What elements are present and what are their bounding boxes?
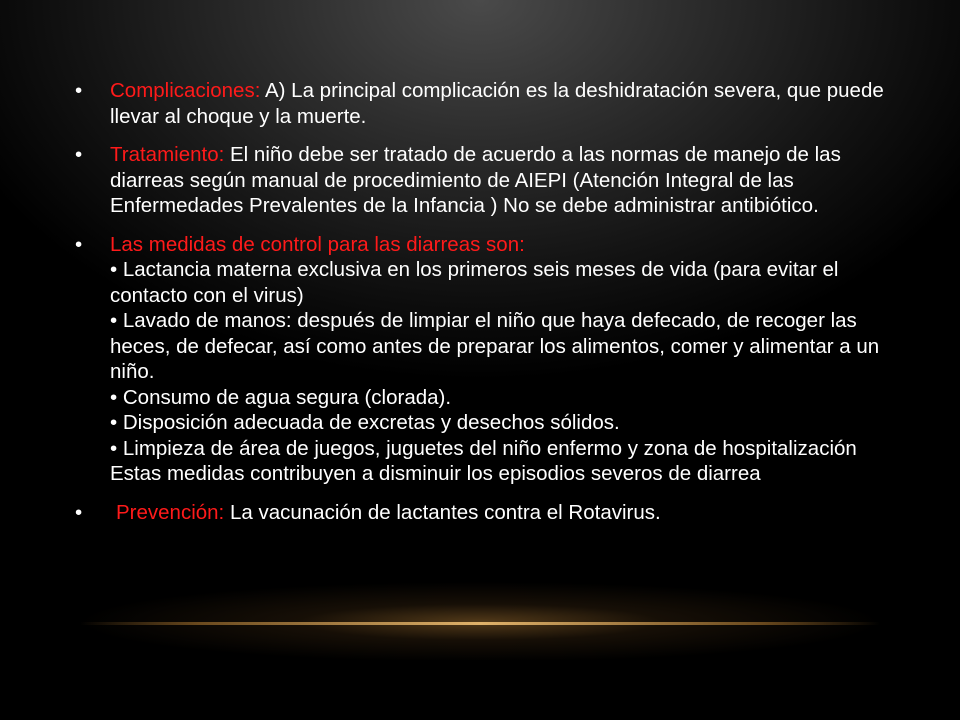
bullet-item-complicaciones: [75, 78, 887, 129]
sub-item-lactancia: • Lactancia materna exclusiva en los primeros seis meses de vida (para evitar el contacto con el virus): [110, 258, 839, 307]
item-heading: Complicaciones:: [110, 79, 261, 102]
bullet-icon: •: [75, 500, 83, 524]
bullet-icon: •: [75, 232, 83, 256]
item-text: La vacunación de lactantes contra el Rotavirus.: [224, 500, 661, 524]
item-heading: Las medidas de control para las diarreas son:: [110, 232, 525, 256]
slide-body: [75, 78, 887, 538]
bullet-icon: •: [75, 143, 83, 166]
decorative-glow-line: [80, 622, 880, 625]
item-heading: Prevención:: [116, 500, 225, 524]
bullet-item-prevencion: [75, 500, 887, 526]
item-heading: Tratamiento:: [110, 143, 225, 166]
item-text: El niño debe ser tratado de acuerdo a las normas de manejo de las diarreas según manual de procedimiento de AIEPI (Atención Integral de las Enfermedades Prevalentes de la Infancia ) No se debe administrar antibiótico.: [110, 143, 841, 217]
bullet-item-medidas-control: [75, 232, 887, 487]
item-text: A) La principal complicación es la deshidratación severa, que puede llevar al choque y la muerte.: [110, 79, 884, 128]
sub-item-excretas: • Disposición adecuada de excretas y desechos sólidos.: [110, 411, 620, 434]
sub-item-agua-segura: • Consumo de agua segura (clorada).: [110, 385, 452, 409]
decorative-glow: [80, 560, 880, 660]
sub-item-limpieza: • Limpieza de área de juegos, juguetes del niño enfermo y zona de hospitalización Estas medidas contribuyen a disminuir los episodios severos de diarrea: [110, 436, 857, 485]
bullet-item-tratamiento: [75, 142, 887, 219]
bullet-icon: •: [75, 79, 83, 102]
sub-item-lavado-manos: • Lavado de manos: después de limpiar el niño que haya defecado, de recoger las heces, de defecar, así como antes de preparar los alimentos, comer y alimentar a un niño.: [110, 309, 880, 383]
